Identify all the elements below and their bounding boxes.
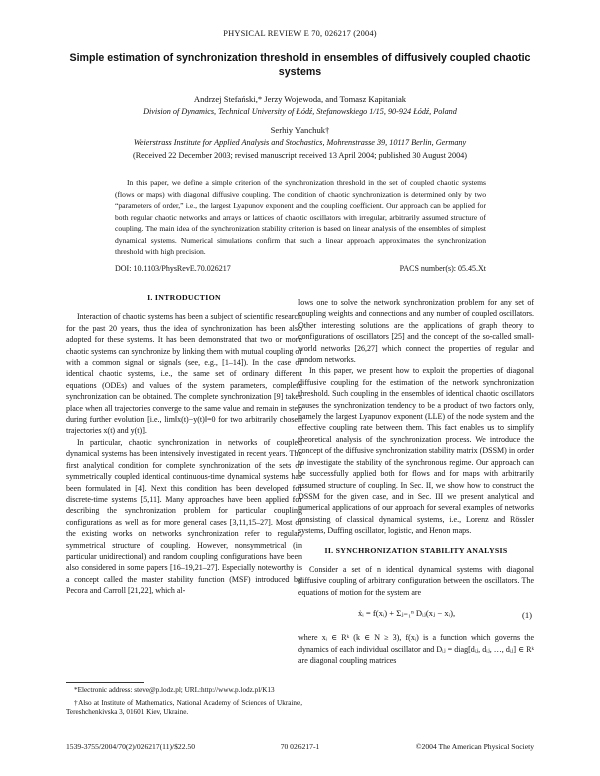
footer-copyright: ©2004 The American Physical Society: [415, 742, 534, 751]
authors-line-2: Serhiy Yanchuk†: [270, 125, 330, 135]
right-paragraph-3: Consider a set of n identical dynamical systems with diagonal diffusive coupling of arbitrary configuration between the oscillators. The equations of motion for the system are: [298, 564, 534, 597]
section-heading-stability-analysis: II. SYNCHRONIZATION STABILITY ANALYSIS: [324, 545, 508, 555]
equation-number: (1): [521, 610, 532, 621]
equation-body: ẋᵢ = f(xᵢ) + Σⱼ₌₁ⁿ Dᵢⱼ(xⱼ − xᵢ),: [358, 608, 456, 619]
pacs-numbers: PACS number(s): 05.45.Xt: [399, 264, 486, 273]
footnote-divider: [66, 682, 144, 683]
intro-paragraph-1: Interaction of chaotic systems has been a subject of scientific research for the past 20 years, thus the idea of synchronization has been also adopted for these systems. It has been demonstrated that two or more chaotic systems can synchronize by linking them with mutual coupling or with a common signal or signals (see, e.g., [1–14]). In the case of identical chaotic systems, i.e., the same set of ordinary different equations (ODEs) and values of the system parameters, complete synchronization can be obtained. The complete synchronization [9] takes place when all trajectories converge to the same value and remain in step during further evolution [i.e., lim‖x(t)−y(t)‖=0 for two arbitrarily chosen trajectories x(t) and y(t)].: [66, 312, 302, 436]
doi: DOI: 10.1103/PhysRevE.70.026217: [115, 264, 231, 273]
right-paragraph-4: where xᵢ ∈ Rᵏ (k ∈ N ≥ 3), f(xᵢ) is a function which governs the dynamics of each individual oscillator and Dᵢⱼ = diag[dᵢⱼ, dᵢⱼ, …, dᵢⱼ] ∈ Rᵏ are diagonal coupling matrices: [298, 633, 534, 665]
journal-header: PHYSICAL REVIEW E 70, 026217 (2004): [223, 29, 377, 38]
doi-pacs-line: [115, 264, 486, 273]
equation-1: [298, 602, 534, 628]
right-column: [298, 297, 534, 666]
paper-title: Simple estimation of synchronization threshold in ensembles of diffusively coupled chaotic systems: [69, 52, 531, 78]
received-dates: (Received 22 December 2003; revised manuscript received 13 April 2004; published 30 August 2004): [132, 151, 467, 160]
footnotes: [66, 686, 302, 721]
abstract: In this paper, we define a simple criterion of the synchronization threshold in the set of coupled chaotic systems (flows or maps) with diagonal diffusive coupling. The condition of chaotic synchronization is determined only by two “parameters of order,” i.e., the largest Lyapunov exponent and the coupling coefficient. Our approach can be applied for both regular chaotic networks and arrays or lattices of chaotic oscillators with irregular, arbitrarily assumed structure of coupling. The main idea of the synchronization stability criterion is based on linear analysis of the ensembles of simplest dynamical systems. Numerical simulations confirm that such a linear approach approximates the synchronization threshold with high precision.: [115, 178, 486, 256]
footnote-electronic-address: *Electronic address: steve@p.lodz.pl; URL:http://www.p.lodz.pl/K13: [74, 686, 275, 694]
authors-line-1: Andrzej Stefański,* Jerzy Wojewoda, and Tomasz Kapitaniak: [193, 94, 407, 104]
affiliation-1: Division of Dynamics, Technical University of Łódź, Stefanowskiego 1/15, 90-924 Łódź, Poland: [143, 107, 457, 116]
footer-issn: 1539-3755/2004/70(2)/026217(11)/$22.50: [66, 742, 196, 751]
footnote-affiliation: †Also at Institute of Mathematics, National Academy of Sciences of Ukraine, Tereshchenkivska 3, 01601 Kiev, Ukraine.: [66, 698, 302, 717]
left-column: [66, 292, 302, 597]
footer-page-number: 70 026217-1: [280, 742, 320, 751]
right-paragraph-1: lows one to solve the network synchronization problem for any set of coupling weights and connections and any number of coupled oscillators. Other interesting solutions are the applications of graph theory to configurations of oscillators [25] and the concept of the so-called small-world networks [26,27] which connect the properties of regular and random networks.: [298, 298, 534, 365]
section-heading-introduction: I. INTRODUCTION: [147, 293, 221, 302]
right-paragraph-2: In this paper, we present how to exploit the properties of diagonal diffusive coupling for the estimation of the network synchronization threshold. Such coupling in the ensembles of identical chaotic oscillators causes the synchronization tendency to be a product of two factors only, namely the largest Lyapunov exponent (LLE) of the node system and the effective coupling rate between them. This fact enables us to simplify theoretical analysis of the synchronization process. We introduce the concept of the diffusive synchronization stability matrix (DSSM) in order to investigate the stability of the synchronous regime. Our approach can be successfully applied both for flows and for maps with arbitrarily assumed structure of coupling. In Sec. II, we show how to construct the DSSM for the given case, and in Sec. III we present analytical and numerical applications of our approach for several examples of networks consisting of classical dynamical systems, i.e., Lorenz and Rössler systems, Duffing oscillator, logistic, and Henon maps.: [298, 366, 534, 536]
affiliation-2: Weierstrass Institute for Applied Analysis and Stochastics, Mohrenstrasse 39, 10117 Berlin, Germany: [133, 138, 467, 147]
intro-paragraph-2: In particular, chaotic synchronization in networks of coupled dynamical systems has been intensively investigated in recent years. The first analytical condition for complete synchronization of the sets of symmetrically coupled identical continuous-time dynamical systems has been formulated in [4]. Next this condition has been developed for discrete-time systems [5,11]. Many approaches have been applied for describing the synchronization problem for particular coupling configurations as well as for more general cases [3,11,15–27]. Most of the existing works on networks synchronization refer to regular, symmetrical structure of coupling. However, nonsymmetrical (in particular unidirectional) and random coupling configurations have been also considered in some papers [16–19,21–27]. Especially noteworthy is a concept called the master stability function (MSF) introduced by Pecora and Carroll [21,22], which al-: [66, 437, 302, 596]
page-footer: [66, 742, 534, 751]
